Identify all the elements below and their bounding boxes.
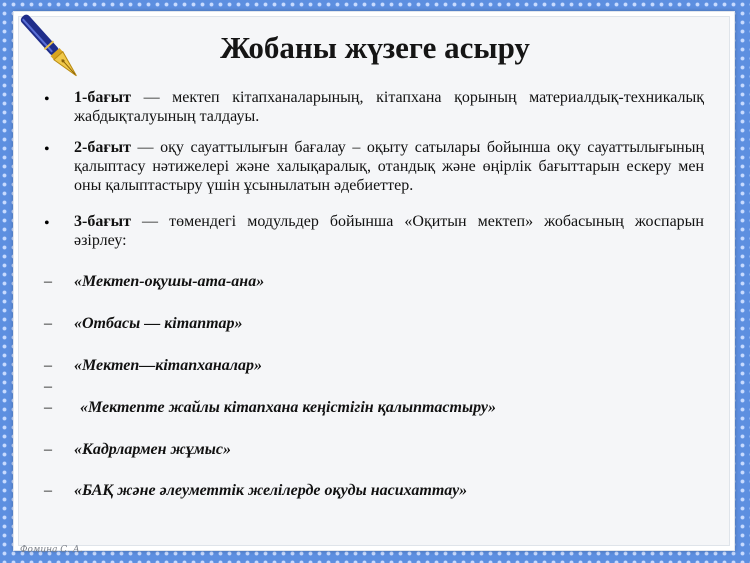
module-item-2: «Отбасы — кітаптар» [74,315,243,332]
module-item-3: «Мектеп—кітапханалар» [74,357,263,374]
bullet-2: • [44,141,50,158]
dash-2: – [44,315,52,332]
dash-empty: – [44,378,52,395]
direction-label-2: 2-бағыт [74,139,131,156]
module-item-1: «Мектеп-оқушы-ата-ана» [74,273,265,290]
module-item-4: «Мектепте жайлы кітапхана кеңістігін қалыптастыру» [80,399,496,416]
dash-1: – [44,273,52,290]
direction-text-3: — төмендегі модульдер бойынша «Оқитын мектеп» жобасының жоспарын әзірлеу: [74,213,704,249]
module-item-6: «БАҚ және әлеуметтік желілерде оқуды насихаттау» [74,482,468,499]
direction-text-2: — оқу сауаттылығын бағалау – оқыту сатылары бойынша оқу сауаттылығының қалыптасу нәтижелері және халықаралық, отандық және өңірлік бағыттарын ескеру мен оны қалыптастыру үшін ұсынылатын әдебиеттер. [74,139,704,194]
author-signature: Фомина С. А. [20,545,83,555]
direction-item-1 [74,88,704,126]
dash-3: – [44,357,52,374]
direction-label-1: 1-бағыт [74,89,131,106]
module-item-5: «Кадрлармен жұмыс» [74,441,231,458]
direction-item-2 [74,138,704,195]
direction-label-3: 3-бағыт [74,213,131,230]
page-title: Жобаны жүзеге асыру [220,30,530,65]
dash-4: – [44,399,52,416]
direction-item-3 [74,212,704,250]
bullet-3: • [44,215,50,232]
dash-5: – [44,441,52,458]
bullet-1: • [44,91,50,108]
direction-text-1: — мектеп кітапханаларының, кітапхана қорының материалдық-техникалық жабдықталуының талдауы. [74,89,704,125]
dash-6: – [44,482,52,499]
